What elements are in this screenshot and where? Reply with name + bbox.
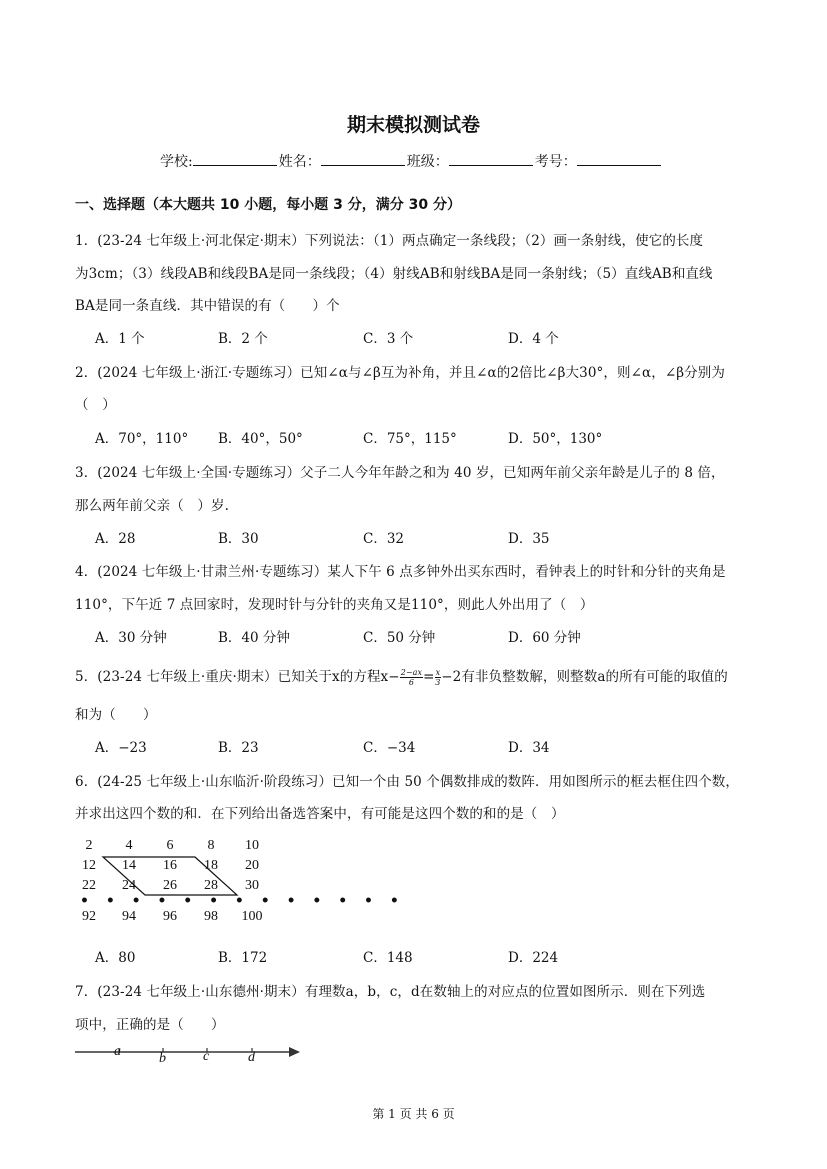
- array-cell: 2: [85, 838, 93, 853]
- q1-line2: 为3cm；（3）线段AB和线段BA是同一条线段；（4）射线AB和射线BA是同一条射线；（5）直线AB和直线: [75, 266, 713, 282]
- array-cell: 94: [122, 909, 136, 924]
- q1-option-d: D．4 个: [508, 331, 559, 347]
- array-cell: 30: [245, 878, 259, 893]
- class-blank: [449, 151, 533, 166]
- q6-option-c: C．148: [363, 950, 413, 966]
- q6-option-a: A．80: [95, 950, 136, 966]
- q3-option-b: B．30: [218, 531, 259, 547]
- page-footer: 第 1 页 共 6 页: [372, 1107, 455, 1121]
- point-c-label: c: [203, 1049, 210, 1064]
- point-d-label: d: [248, 1050, 255, 1065]
- q2-line1: 2．(2024 七年级上·浙江·专题练习）已知∠α与∠β互为补角，并且∠α的2倍比∠β大30°，则∠α，∠β分别为: [75, 365, 725, 381]
- q5-fraction-1: [400, 668, 423, 687]
- section-title: 一、选择题（本大题共 10 小题，每小题 3 分，满分 30 分）: [75, 197, 461, 213]
- q2-option-a: A．70°，110°: [95, 431, 189, 447]
- array-cell: 14: [122, 858, 136, 873]
- array-cell: 96: [163, 909, 177, 924]
- q3-line2: 那么两年前父亲（ ）岁.: [75, 498, 229, 514]
- q4-option-c: C．50 分钟: [363, 630, 436, 646]
- name-blank: [321, 151, 405, 166]
- q5-frac1-num: 2−ax: [400, 668, 423, 677]
- q5-option-c: C．−34: [363, 740, 416, 756]
- page-title: 期末模拟测试卷: [346, 114, 480, 136]
- array-cell: 24: [122, 878, 136, 893]
- q1-line1: 1．(23-24 七年级上·河北保定·期末）下列说法：（1）两点确定一条线段；（2）画一条射线，使它的长度: [75, 233, 704, 249]
- q6-option-d: D．224: [508, 950, 559, 966]
- point-b-label: b: [159, 1051, 166, 1066]
- array-cell: 28: [204, 878, 218, 893]
- q2-line2: （ ）: [75, 397, 116, 413]
- array-cell: 16: [163, 858, 177, 873]
- array-cell: 26: [163, 878, 177, 893]
- point-a-label: a: [114, 1044, 121, 1059]
- class-label: 班级：: [406, 154, 449, 170]
- q2-option-d: D．50°，130°: [508, 431, 603, 447]
- q5-frac1-den: 6: [408, 678, 415, 687]
- array-cell: 100: [241, 909, 263, 924]
- q2-option-b: B．40°，50°: [218, 431, 303, 447]
- q1-line3: BA是同一条直线．其中错误的有（ ）个: [75, 298, 340, 314]
- array-cell: 92: [82, 909, 96, 924]
- q4-option-a: A．30 分钟: [95, 630, 167, 646]
- parallelogram-frame: [0, 0, 300, 940]
- q7-line2: 项中，正确的是（ ）: [75, 1017, 225, 1033]
- q6-line1: 6．(24-25 七年级上·山东临沂·阶段练习）已知一个由 50 个偶数排成的数阵．用如图所示的框去框住四个数，: [75, 774, 740, 790]
- exam-no-label: 考号：: [534, 154, 577, 170]
- array-cell: 98: [204, 909, 218, 924]
- ellipsis-dots: • • • • • • • • • • • • •: [80, 893, 405, 909]
- q5-line2: 和为（ ）: [75, 707, 157, 723]
- q4-line1: 4．(2024 七年级上·甘肃兰州·专题练习）某人下午 6 点多钟外出买东西时，看钟表上的时针和分针的夹角是: [75, 564, 726, 580]
- q1-option-a: A．1 个: [95, 331, 145, 347]
- q5-text-b: −2有非负整数解，则整数a的所有可能的取值的: [441, 669, 728, 685]
- name-label: 姓名：: [278, 154, 321, 170]
- number-line-axis: [70, 1040, 305, 1070]
- array-cell: 6: [166, 838, 174, 853]
- q5-frac2-den: 3: [435, 678, 441, 687]
- school-label: 学校:: [160, 154, 193, 170]
- q5-option-d: D．34: [508, 740, 550, 756]
- q1-option-b: B．2 个: [218, 331, 268, 347]
- q1-option-c: C．3 个: [363, 331, 414, 347]
- q4-line2: 110°，下午近 7 点回家时，发现时针与分针的夹角又是110°，则此人外出用了（ ）: [75, 597, 594, 613]
- array-cell: 8: [207, 838, 215, 853]
- array-cell: 22: [82, 878, 96, 893]
- array-cell: 4: [125, 838, 133, 853]
- q6-option-b: B．172: [218, 950, 268, 966]
- q3-option-a: A．28: [95, 531, 136, 547]
- array-cell: 10: [245, 838, 259, 853]
- q5-equals: =: [423, 669, 435, 685]
- q7-line1: 7．(23-24 七年级上·山东德州·期末）有理数a，b，c，d在数轴上的对应点的位置如图所示．则在下列选: [75, 984, 706, 1000]
- q5-option-a: A．−23: [95, 740, 147, 756]
- q5-frac2-num: x: [435, 668, 441, 677]
- q4-option-d: D．60 分钟: [508, 630, 581, 646]
- q6-line2: 并求出这四个数的和．在下列给出备选答案中，有可能是这四个数的和的是（ ）: [75, 806, 565, 822]
- q3-option-d: D．35: [508, 531, 550, 547]
- q2-option-c: C．75°，115°: [363, 431, 457, 447]
- array-cell: 18: [204, 858, 218, 873]
- array-cell: 12: [82, 858, 96, 873]
- q3-option-c: C．32: [363, 531, 405, 547]
- q3-line1: 3．(2024 七年级上·全国·专题练习）父子二人今年年龄之和为 40 岁，已知两年前父亲年龄是儿子的 8 倍，: [75, 465, 725, 481]
- exam-no-blank: [577, 151, 661, 166]
- q4-option-b: B．40 分钟: [218, 630, 290, 646]
- array-cell: 20: [245, 858, 259, 873]
- q5-option-b: B．23: [218, 740, 259, 756]
- q5-text-a: 5．(23-24 七年级上·重庆·期末）已知关于x的方程x−: [75, 669, 400, 685]
